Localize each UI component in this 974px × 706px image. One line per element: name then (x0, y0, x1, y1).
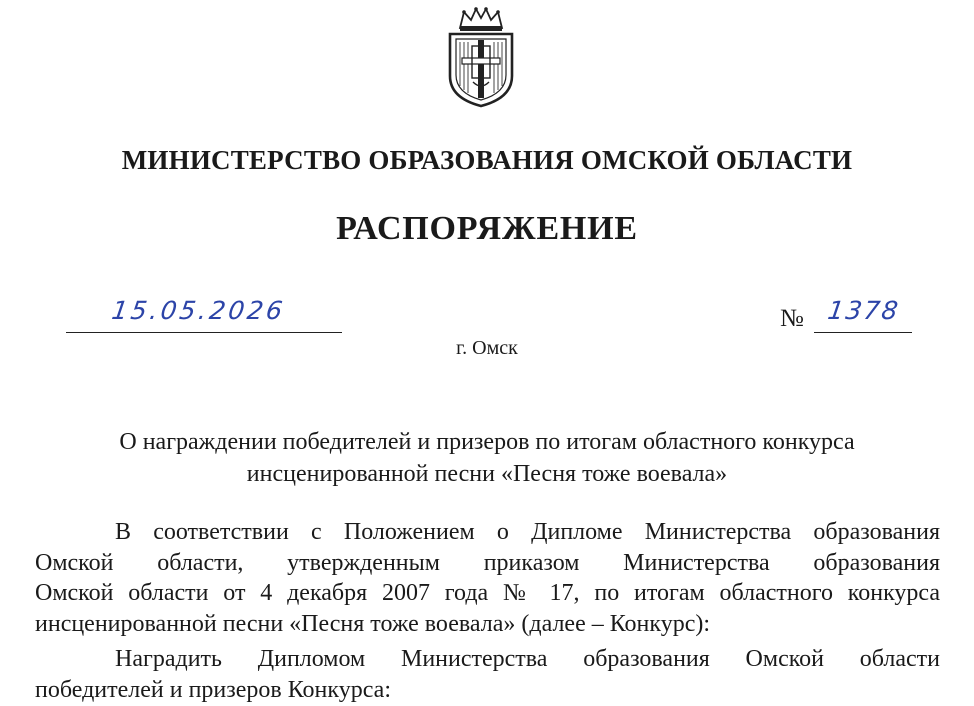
paragraph-1-line-4: инсценированной песни «Песня тоже воевала» (далее – Конкурс): (35, 610, 711, 637)
number-field (814, 296, 912, 333)
city-location: г. Омск (456, 337, 518, 359)
date-handwritten: 15.05.2026 (109, 296, 288, 325)
body-paragraph-2 (35, 644, 940, 705)
document-type-title: РАСПОРЯЖЕНИЕ (336, 210, 638, 247)
ministry-name: МИНИСТЕРСТВО ОБРАЗОВАНИЯ ОМСКОЙ ОБЛАСТИ (121, 145, 853, 175)
paragraph-1-line-1: В соответствии с Положением о Дипломе Министерства образования (115, 519, 940, 545)
coat-of-arms-icon (438, 6, 524, 110)
paragraph-2-line-1: Наградить Дипломом Министерства образования Омской области (115, 646, 940, 672)
subject-line-2: инсценированной песни «Песня тоже воевала» (246, 461, 728, 487)
paragraph-2-line-2: победителей и призеров Конкурса: (35, 676, 391, 703)
number-handwritten: 1378 (825, 296, 902, 325)
subject-line-1: О награждении победителей и призеров по итогам областного конкурса (119, 429, 855, 455)
date-field (66, 296, 342, 333)
body-paragraph-1 (35, 517, 940, 639)
paragraph-1-line-3: Омской области от 4 декабря 2007 года № 17, по итогам областного конкурса (35, 580, 940, 606)
number-label: № (780, 305, 804, 332)
paragraph-1-line-2: Омской области, утвержденным приказом Министерства образования (35, 549, 940, 576)
document-subject (40, 426, 934, 490)
